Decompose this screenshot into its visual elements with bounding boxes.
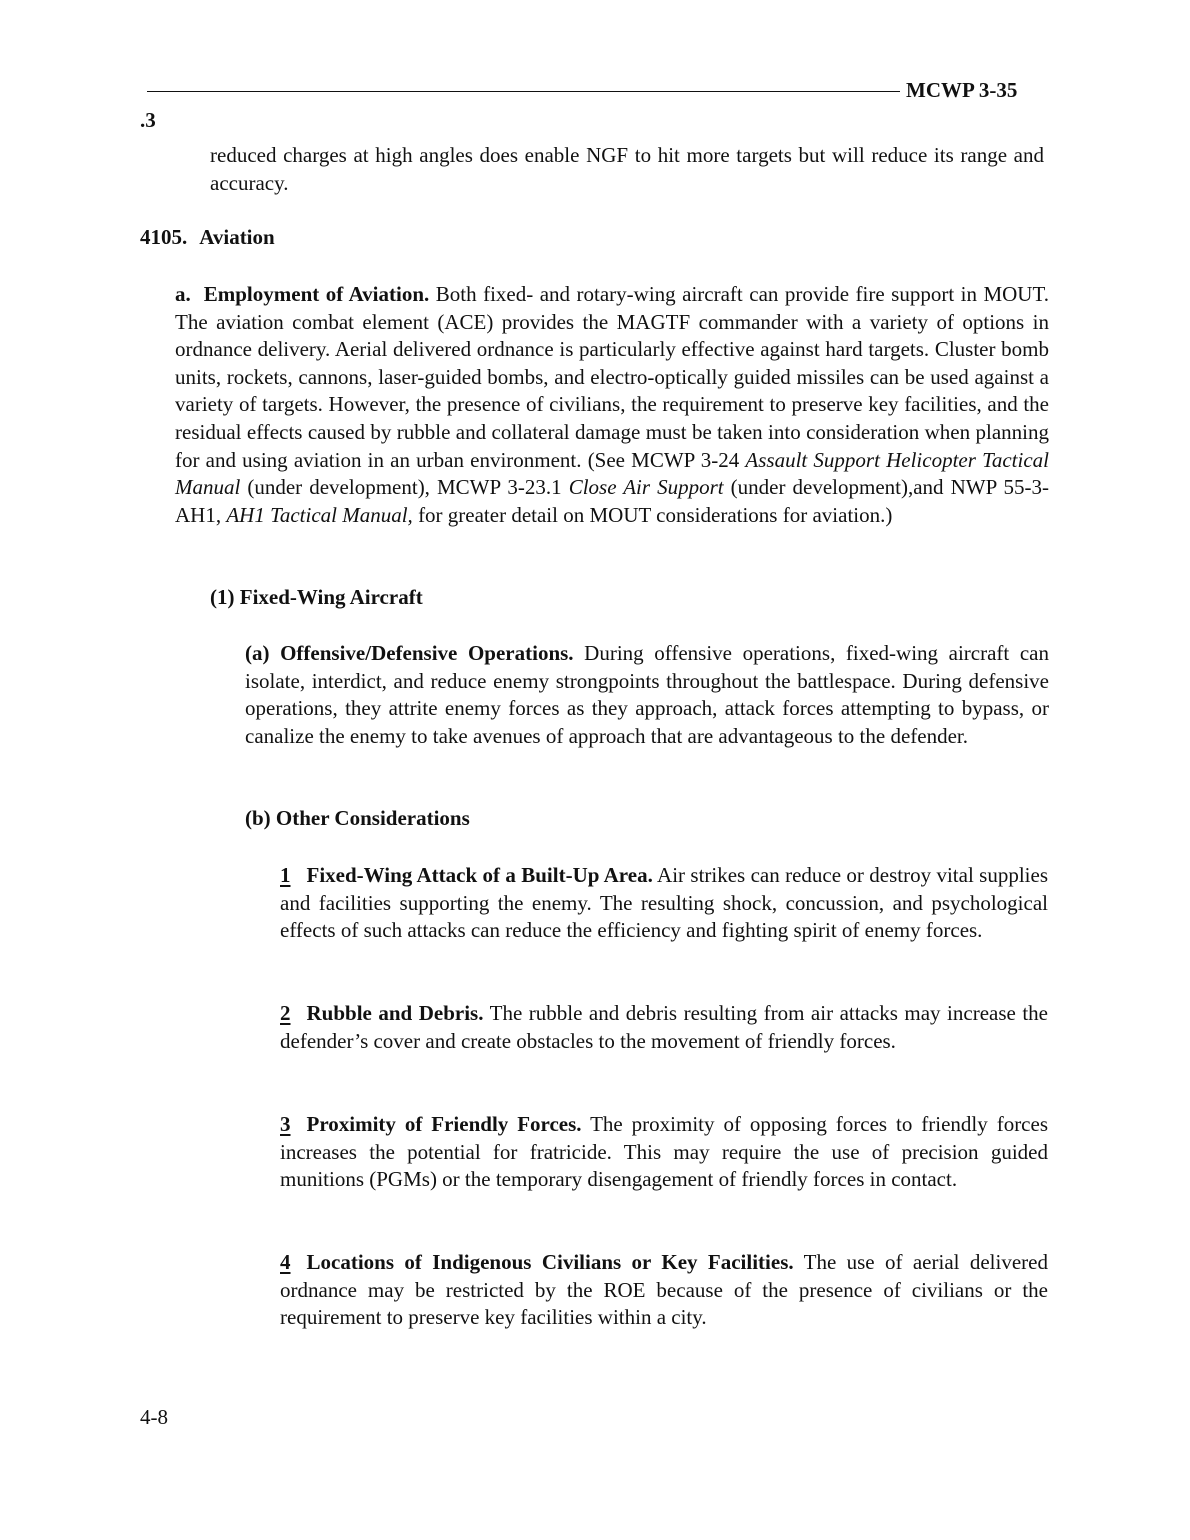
page-number: 4-8 <box>140 1405 168 1429</box>
item-title: Rubble and Debris. <box>306 1001 484 1025</box>
section-heading <box>140 225 275 250</box>
section-title: Aviation <box>199 225 275 249</box>
continuation-text: reduced charges at high angles does enable NGF to hit more targets but will reduce its range and accuracy. <box>210 143 1044 195</box>
paragraph-a-text: for greater detail on MOUT considerations for aviation.) <box>412 502 893 527</box>
header-rule <box>147 91 900 92</box>
item-title: Proximity of Friendly Forces. <box>306 1112 582 1136</box>
paragraph-a-text: Both fixed- and rotary-wing aircraft can provide fire support in MOUT. The aviation combat element (ACE) provides the MAGTF commander with a variety of options in ordnance delivery. Aerial delivered ordnance is particularly effective against hard targets. Cluster bomb units, rockets, cannons, laser-guided bombs, and electro-optically guided missiles can be used against a variety of targets. However, the presence of civilians, the requirement to preserve key facilities, and the residual effects caused by rubble and collateral damage must be taken into consideration when planning for and using aviation in an urban environment. (See MCWP 3-24 <box>175 282 1049 472</box>
item-text: The use of aerial delivered ordnance may be restricted by the ROE because of the presence of civilians or the requirement to preserve key facilities within a city. <box>280 1250 1048 1330</box>
item-number: 1 <box>280 863 291 887</box>
subheading-fixed-wing: (1) Fixed-Wing Aircraft <box>210 585 423 609</box>
paragraph-a-title: Employment of Aviation. <box>203 282 430 306</box>
item-number: 3 <box>280 1112 291 1136</box>
continuation-paragraph <box>210 142 1044 197</box>
section-marker: .3 <box>140 108 156 132</box>
paragraph-offensive-defensive <box>245 640 1049 750</box>
item-text: Air strikes can reduce or destroy vital supplies and facilities supporting the enemy. The resulting shock, concussion, and psychological effects of such attacks can reduce the efficiency and fighting spirit of enemy forces. <box>280 863 1049 943</box>
section-number: 4105. <box>140 225 188 249</box>
list-item <box>280 862 1048 945</box>
paragraph-a-text: (under development), MCWP 3-23.1 <box>240 475 569 500</box>
list-item <box>280 1249 1048 1332</box>
list-item <box>280 1000 1048 1055</box>
reference-title: AH1 Tactical Manual, <box>226 502 413 527</box>
item-text: The proximity of opposing forces to friendly forces increases the potential for fratricide. This may require the use of precision guided munitions (PGMs) or the temporary disengagement of friendly forces in contact. <box>280 1112 1049 1192</box>
reference-title: Close Air Support <box>568 475 724 500</box>
item-number: 4 <box>280 1250 291 1274</box>
list-item <box>280 1111 1048 1194</box>
header-doc-id: MCWP 3-35 <box>906 78 1018 102</box>
item-title: Locations of Indigenous Civilians or Key Facilities. <box>306 1250 794 1274</box>
paragraph-a-label: a. <box>175 282 191 306</box>
item-number: 2 <box>280 1001 291 1025</box>
paragraph-a-text: (under development),and NWP 55-3-AH1, <box>175 475 1049 527</box>
reference-title: Assault Support Helicopter Tactical Manual <box>175 447 1049 500</box>
item-title: Fixed-Wing Attack of a Built-Up Area. <box>306 863 653 887</box>
paragraph-a <box>175 281 1049 529</box>
paragraph-title: (a) Offensive/Defensive Operations. <box>245 641 574 665</box>
subheading-other-considerations: (b) Other Considerations <box>245 806 470 830</box>
paragraph-text: During offensive operations, fixed-wing aircraft can isolate, interdict, and reduce enemy strongpoints throughout the battlespace. During defensive operations, they attrite enemy forces as they approach, attack forces attempting to bypass, or canalize the enemy to take avenues of approach that are advantageous to the defender. <box>245 641 1049 748</box>
item-text: The rubble and debris resulting from air attacks may increase the defender’s cover and create obstacles to the movement of friendly forces. <box>280 1001 1048 1053</box>
